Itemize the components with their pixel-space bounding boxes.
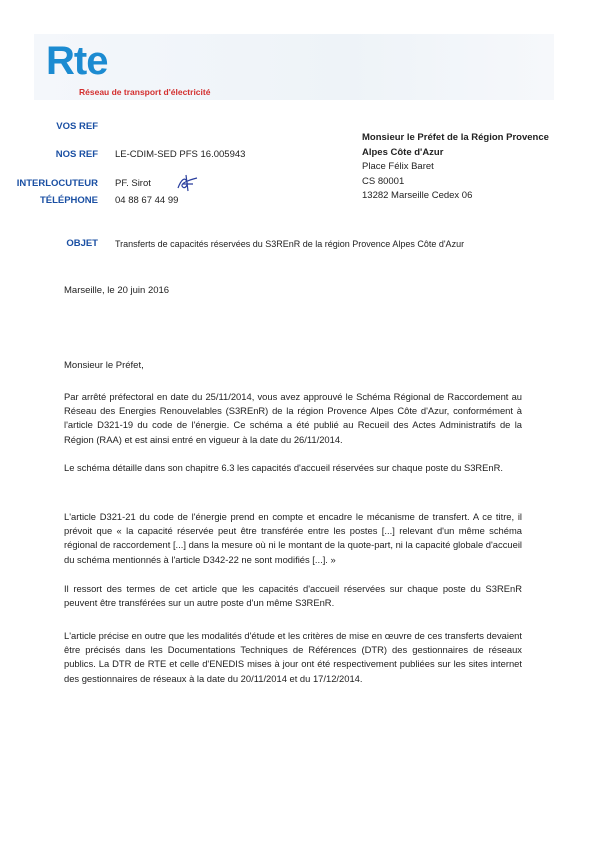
recipient-address (362, 131, 562, 204)
nos-ref-value: LE-CDIM-SED PFS 16.005943 (115, 149, 246, 160)
paragraph-3-text: L'article D321-21 du code de l'énergie prend en compte et encadre le mécanisme de transfert. A ce titre, il prévoit que « la capacité réservée peut être transférée entre les postes [...] relevant d'un même schéma régional de raccordement [...] dans la mesure où ni le montant de la quote-part, ni la capacité globale d'accueil du schéma mentionnés à l'article D342-22 ne sont modifiés [...]. » (64, 511, 522, 565)
recipient-line2: Alpes Côte d'Azur (362, 146, 444, 158)
vos-ref-label: VOS REF (56, 121, 98, 132)
paragraph-2: Le schéma détaille dans son chapitre 6.3 les capacités d'accueil réservées sur chaque poste du S3REnR. (64, 462, 504, 473)
telephone-label: TÉLÉPHONE (39, 195, 98, 206)
telephone-value: 04 88 67 44 99 (115, 195, 179, 206)
initials-signature-icon (175, 172, 201, 194)
interlocuteur-value: PF. Sirot (115, 178, 151, 189)
paragraph-3 (64, 510, 522, 567)
paragraph-5: L'article précise en outre que les modalités d'étude et les critères de mise en œuvre de ces transferts devaient être précisés dans les Documentations Techniques de Références (DTR) des gestionnaires de réseaux publics. La DTR de RTE et celle d'ENEDIS mises à jour ont été respectivement publiées sur les sites internet des gestionnaires de réseaux à la date du 20/11/2014 et du 17/12/2014. (64, 630, 522, 684)
recipient-line1: Monsieur le Préfet de la Région Provence (362, 132, 549, 143)
objet-text: Transferts de capacités réservées du S3REnR de la région Provence Alpes Côte d'Azur (115, 239, 465, 249)
recipient-line4: CS 80001 (362, 175, 405, 187)
date-line: Marseille, le 20 juin 2016 (64, 285, 170, 296)
brand-subtitle: Réseau de transport d'électricité (79, 87, 211, 97)
salutation: Monsieur le Préfet, (64, 360, 144, 371)
recipient-line3: Place Félix Baret (362, 161, 434, 172)
rte-logo: Rte (46, 39, 108, 83)
paragraph-4: Il ressort des termes de cet article que les capacités d'accueil réservées sur chaque poste du S3REnR peuvent être transférées sur un autre poste d'un même S3REnR. (64, 583, 522, 609)
paragraph-1: Par arrêté préfectoral en date du 25/11/2014, vous avez approuvé le Schéma Régional de Raccordement au Réseau des Energies Renouvelables (S3REnR) de la région Provence Alpes Côte d'Azur, conformément à l'article D321-19 du code de l'énergie. Ce schéma a été publié au Recueil des Actes Administratifs de la Région (RAA) et est ainsi entré en vigueur à la date du 26/11/2014. (64, 391, 522, 445)
recipient-line5: 13282 Marseille Cedex 06 (362, 190, 473, 201)
interlocuteur-label: INTERLOCUTEUR (16, 178, 98, 189)
objet-label: OBJET (66, 238, 98, 249)
nos-ref-label: NOS REF (55, 149, 98, 160)
